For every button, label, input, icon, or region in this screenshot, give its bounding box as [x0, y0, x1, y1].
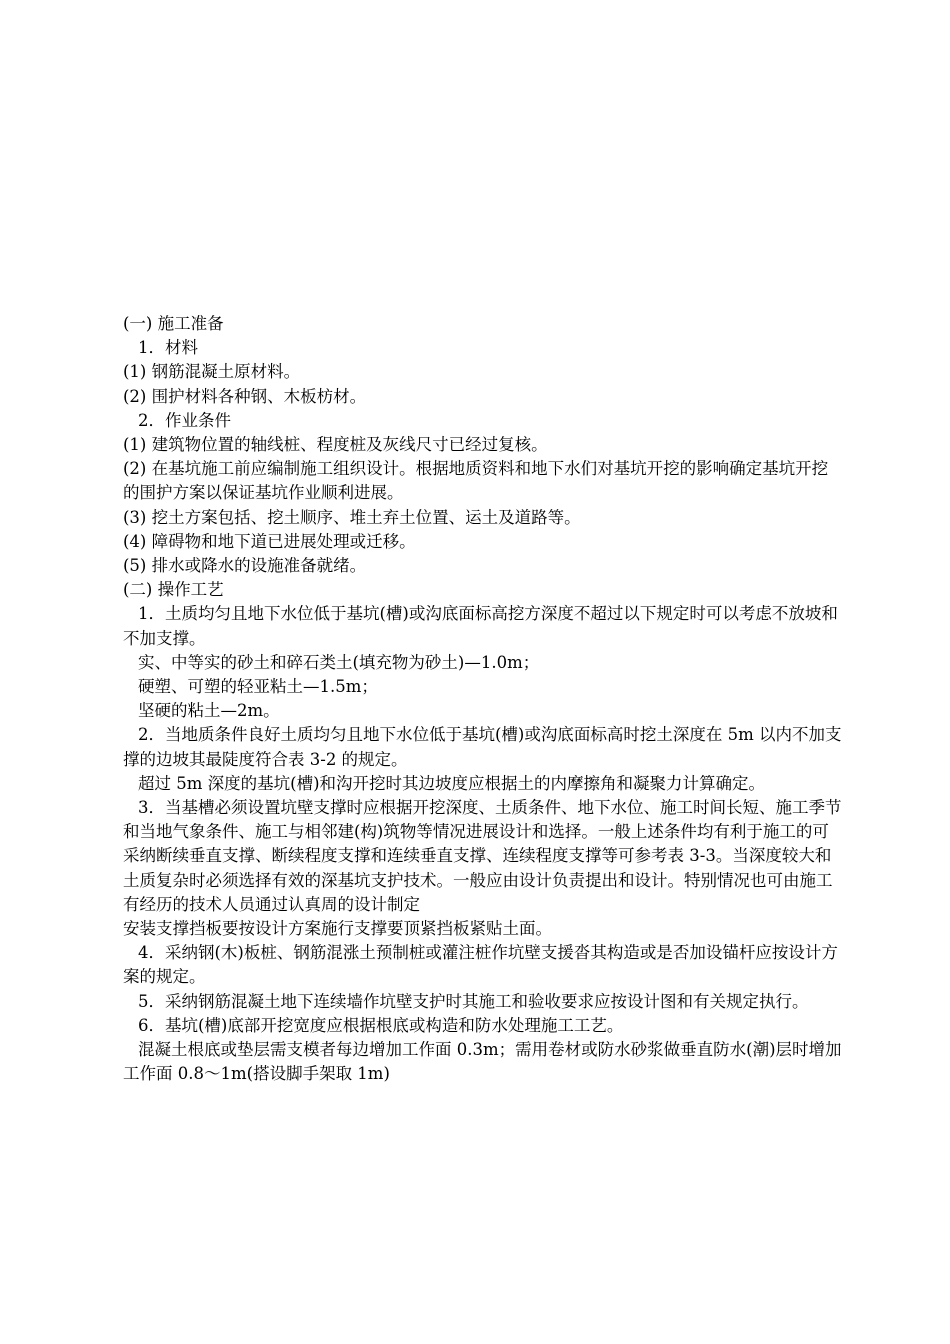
section-heading-1: (一) 施工准备 — [123, 314, 224, 333]
document-body — [123, 312, 843, 1087]
subheading-materials: 1．材料 — [138, 338, 198, 358]
paragraph: (1) 钢筋混凝土原材料。 — [123, 362, 301, 382]
paragraph: 1．土质均匀且地下水位低于基坑(槽)或沟底面标高挖方深度不超过以下规定时可以考虑不放坡和不加支撑。 — [123, 604, 838, 648]
paragraph: 硬塑、可塑的轻亚粘土—1.5m； — [138, 677, 378, 697]
paragraph: (5) 排水或降水的设施准备就绪。 — [123, 556, 367, 576]
paragraph: (2) 在基坑施工前应编制施工组织设计。根据地质资料和地下水们对基坑开挖的影响确定基坑开挖的围护方案以保证基坑作业顺利进展。 — [123, 459, 829, 503]
paragraph: 超过 5m 深度的基坑(槽)和沟开挖时其边坡度应根据土的内摩擦角和凝聚力计算确定。 — [138, 773, 766, 793]
paragraph: 4．采纳钢(木)板桩、钢筋混涨土预制桩或灌注桩作坑壁支援沓其构造或是否加设锚杆应按设计方案的规定。 — [123, 943, 838, 987]
section-heading-2: (二) 操作工艺 — [123, 580, 224, 600]
paragraph: 坚硬的粘土—2m。 — [138, 701, 280, 721]
paragraph: 3．当基槽必须设置坑壁支撑时应根据开挖深度、土质条件、地下水位、施工时间长短、施工季节和当地气象条件、施工与相邻建(构)筑物等情况进展设计和选择。一般上述条件均有利于施工的可采纳断续垂直支撑、断续程度支撑和连续垂直支撑、连续程度支撑等可参考表 3-3。当深度较大和土质复杂时必须选择有效的深基坑支护技术。一般应由设计负责提出和设计。特别情况也可由施工有经历的技术人员通过认真周的设计制定 — [123, 798, 842, 914]
paragraph: 实、中等实的砂土和碎石类土(填充物为砂土)—1.0m； — [138, 652, 540, 672]
paragraph: (4) 障碍物和地下道已进展处理或迁移。 — [123, 531, 416, 551]
paragraph: 5．采纳钢筋混凝土地下连续墙作坑壁支护时其施工和验收要求应按设计图和有关规定执行。 — [138, 991, 809, 1011]
paragraph: (1) 建筑物位置的轴线桩、程度桩及灰线尺寸已经过复核。 — [123, 435, 548, 455]
paragraph: 混凝土根底或垫层需支模者每边增加工作面 0.3m；需用卷材或防水砂浆做垂直防水(潮)层时增加工作面 0.8～1m(搭设脚手架取 1m) — [123, 1040, 842, 1084]
paragraph: 安装支撑挡板要按设计方案施行支撑要顶紧挡板紧贴土面。 — [123, 919, 552, 939]
subheading-conditions: 2．作业条件 — [138, 410, 231, 430]
paragraph: (2) 围护材料各种钢、木板枋材。 — [123, 386, 367, 406]
paragraph: 6．基坑(槽)底部开挖宽度应根据根底或构造和防水处理施工工艺。 — [138, 1015, 624, 1035]
paragraph: 2．当地质条件良好土质均匀且地下水位低于基坑(槽)或沟底面标高时挖土深度在 5m 以内不加支撑的边坡其最陡度符合表 3-2 的规定。 — [123, 725, 842, 769]
paragraph: (3) 挖土方案包括、挖土顺序、堆土弃土位置、运土及道路等。 — [123, 507, 581, 527]
